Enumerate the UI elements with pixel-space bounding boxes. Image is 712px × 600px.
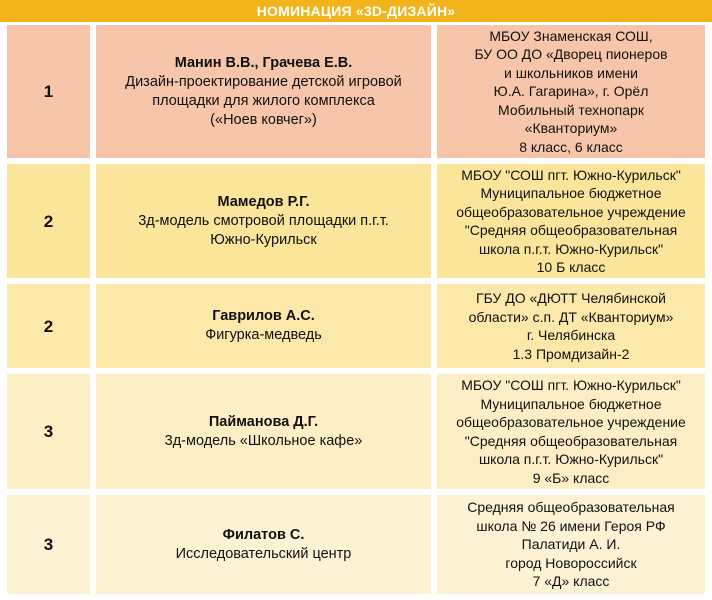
organization-line: школа п.г.т. Южно-Курильск" [478,240,664,257]
participant-cell [93,281,434,371]
place-number: 2 [43,211,54,231]
organization-line: и школьников имени [504,64,638,81]
work-title-line: площадки для жилого комплекса [152,92,375,109]
work-title-line: 3д-модель «Школьное кафе» [164,432,363,449]
table-row [4,371,708,492]
place-cell [4,371,93,492]
organization-line: школа п.г.т. Южно-Курильск" [478,451,664,467]
organization-line: общеобразовательное учреждение [456,414,686,430]
organization-line: 7 «Д» класс [532,573,610,590]
organization-line: 10 Б класс [536,259,606,275]
organization-line: г. Челябинска [526,327,616,343]
work-title-line: Фигурка-медведь [205,327,322,343]
organization-line: 9 «Б» класс [532,469,610,486]
organization-line: 8 класс, 6 класс [519,138,623,155]
organization-line: МБОУ Знаменская СОШ, [489,27,653,44]
place-number: 3 [43,535,54,554]
organization-line: БУ ОО ДО «Дворец пионеров [474,46,668,63]
place-cell [4,281,93,371]
work-title-line: Исследовательский центр [175,545,352,562]
organization-line: Палатиди А. И. [521,536,621,553]
organization-line: "Средняя общеобразовательная [464,222,678,238]
organization-line: ГБУ ДО «ДЮТТ Челябинской [476,290,666,306]
organization-line: Муниципальное бюджетное [480,395,662,412]
table-row [4,281,708,371]
place-number: 3 [43,422,54,441]
participant-cell [93,161,434,281]
work-title-line: 3д-модель смотровой площадки п.г.т. [138,212,389,229]
participant-name: Мамедов Р.Г. [217,193,310,210]
organization-line: Ю.А. Гагарина», г. Орёл [493,83,649,100]
organization-line: «Кванториум» [524,120,618,137]
organization-line: Средняя общеобразовательная [467,499,675,516]
participant-name: Пайманова Д.Г. [208,413,319,430]
participant-name: Филатов С. [222,526,305,543]
place-cell [4,22,93,161]
table-row [4,161,708,281]
place-number: 2 [43,316,54,336]
participant-name: Манин В.В., Грачева Е.В. [174,54,353,71]
organization-line: МБОУ "СОШ пгт. Южно-Курильск" [461,166,681,183]
work-title-line: («Ноев ковчег») [210,111,317,128]
place-cell [4,492,93,597]
nomination-title: НОМИНАЦИЯ «3D-ДИЗАЙН» [0,0,712,22]
work-title-line: Южно-Курильск [210,231,317,248]
organization-cell [434,492,708,597]
participant-cell [93,492,434,597]
organization-line: области» с.п. ДТ «Кванториум» [468,308,674,325]
organization-line: общеобразовательное учреждение [456,203,686,220]
participant-name: Гаврилов А.С. [212,308,315,324]
organization-cell [434,371,708,492]
organization-line: школа № 26 имени Героя РФ [476,517,666,534]
work-title-line: Дизайн-проектирование детской игровой [125,73,402,90]
organization-cell [434,281,708,371]
place-number: 1 [43,82,54,101]
organization-line: 1.3 Промдизайн-2 [512,345,630,362]
organization-line: Мобильный технопарк [498,101,644,118]
organization-cell [434,22,708,161]
table-row [4,492,708,597]
organization-cell [434,161,708,281]
organization-line: МБОУ "СОШ пгт. Южно-Курильск" [461,377,681,393]
organization-line: Муниципальное бюджетное [480,185,662,201]
place-cell [4,161,93,281]
organization-line: город Новороссийск [505,554,637,571]
participant-cell [93,22,434,161]
table-row [4,22,708,161]
participant-cell [93,371,434,492]
organization-line: "Средняя общеобразовательная [464,432,678,449]
